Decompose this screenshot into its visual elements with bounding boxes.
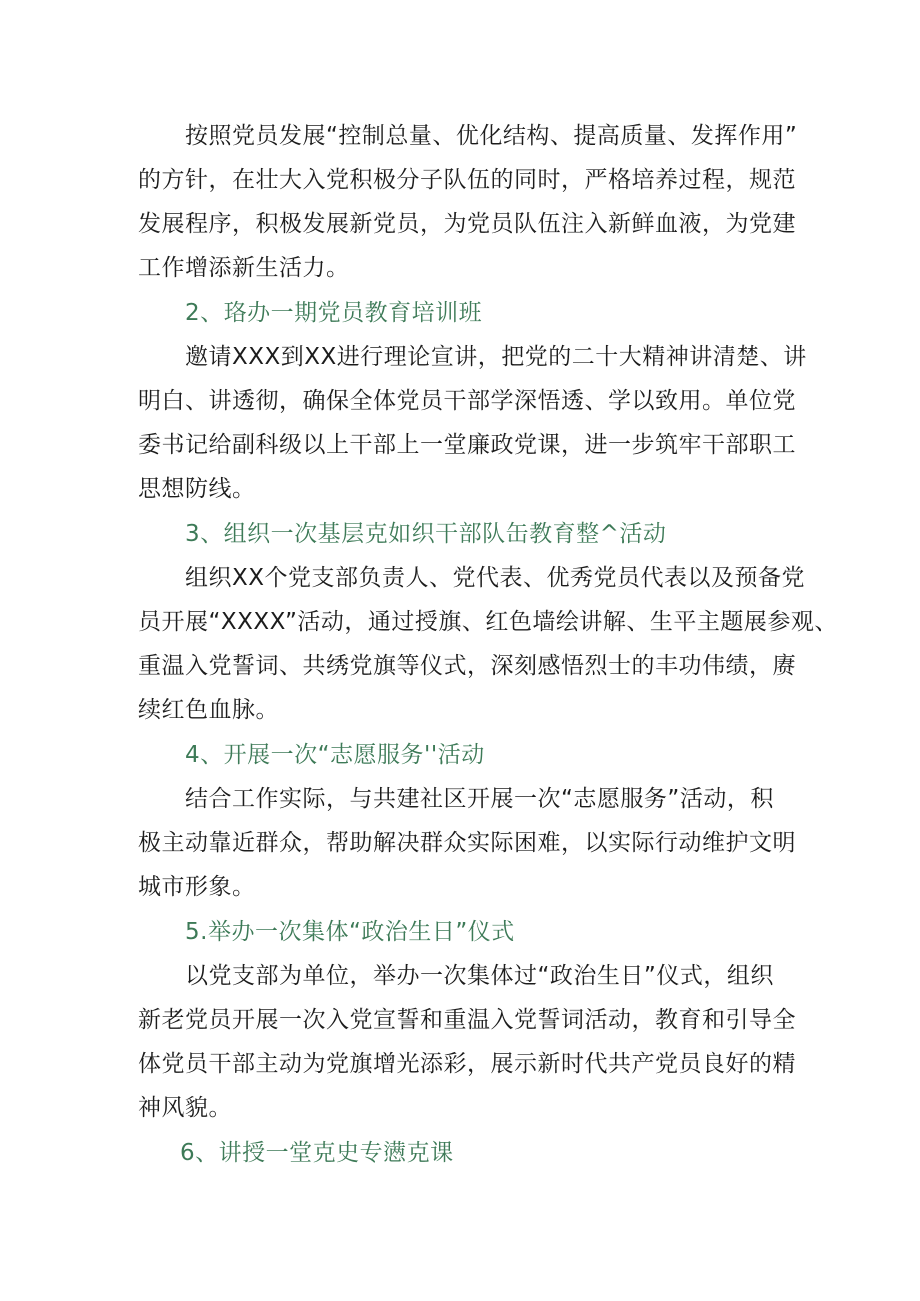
paragraph-5-line-4: 神风貌。 — [138, 1095, 232, 1121]
section-heading-6: 6、讲授一堂克史专懑克课 — [180, 1140, 454, 1166]
paragraph-1-line-1: 按照党员发展“控制总量、优化结构、提高质量、发挥作用” — [185, 123, 798, 149]
paragraph-4-line-3: 城市形象。 — [138, 874, 256, 900]
paragraph-3-line-4: 续红色血脉。 — [138, 697, 279, 723]
paragraph-3-line-1: 组织XX个党支部负责人、党代表、优秀党员代表以及预备党 — [185, 565, 806, 591]
section-heading-2: 2、珞办一期党员教育培训班 — [185, 300, 483, 326]
section-heading-3: 3、组织一次基层克如织干部队缶教育整^活动 — [185, 521, 667, 547]
section-heading-5: 5.举办一次集体“政治生日”仪式 — [185, 919, 515, 945]
paragraph-5-line-3: 体党员干部主动为党旗增光添彩，展示新时代共产党员良好的精 — [138, 1051, 796, 1077]
paragraph-2-line-3: 委书记给副科级以上干部上一堂廉政党课，进一步筑牢干部职工 — [138, 432, 796, 458]
section-heading-4: 4、开展一次“志愿服务''活动 — [185, 742, 485, 768]
paragraph-1-line-4: 工作增添新生活力。 — [138, 255, 350, 281]
paragraph-2-line-2: 明白、讲透彻，确保全体党员干部学深悟透、学以致用。单位党 — [138, 388, 796, 414]
paragraph-1-line-2: 的方针，在壮大入党积极分子队伍的同时，严格培养过程，规范 — [138, 167, 796, 193]
paragraph-4-line-1: 结合工作实际，与共建社区开展一次“志愿服务”活动，积 — [185, 786, 774, 812]
paragraph-2-line-4: 思想防线。 — [138, 476, 256, 502]
paragraph-2-line-1: 邀请XXX到XX进行理论宣讲，把党的二十大精神讲清楚、讲 — [185, 344, 807, 370]
paragraph-3-line-3: 重温入党誓词、共绣党旗等仪式，深刻感悟烈士的丰功伟绩，赓 — [138, 653, 796, 679]
paragraph-3-line-2: 员开展“XXXX”活动，通过授旗、红色墙绘讲解、生平主题展参观、 — [138, 609, 838, 635]
paragraph-1-line-3: 发展程序，积极发展新党员，为党员队伍注入新鲜血液，为党建 — [138, 211, 796, 237]
paragraph-4-line-2: 极主动靠近群众，帮助解决群众实际困难，以实际行动维护文明 — [138, 830, 796, 856]
paragraph-5-line-1: 以党支部为单位，举办一次集体过“政治生日”仪式，组织 — [185, 963, 774, 989]
paragraph-5-line-2: 新老党员开展一次入党宣誓和重温入党誓词活动，教育和引导全 — [138, 1007, 796, 1033]
